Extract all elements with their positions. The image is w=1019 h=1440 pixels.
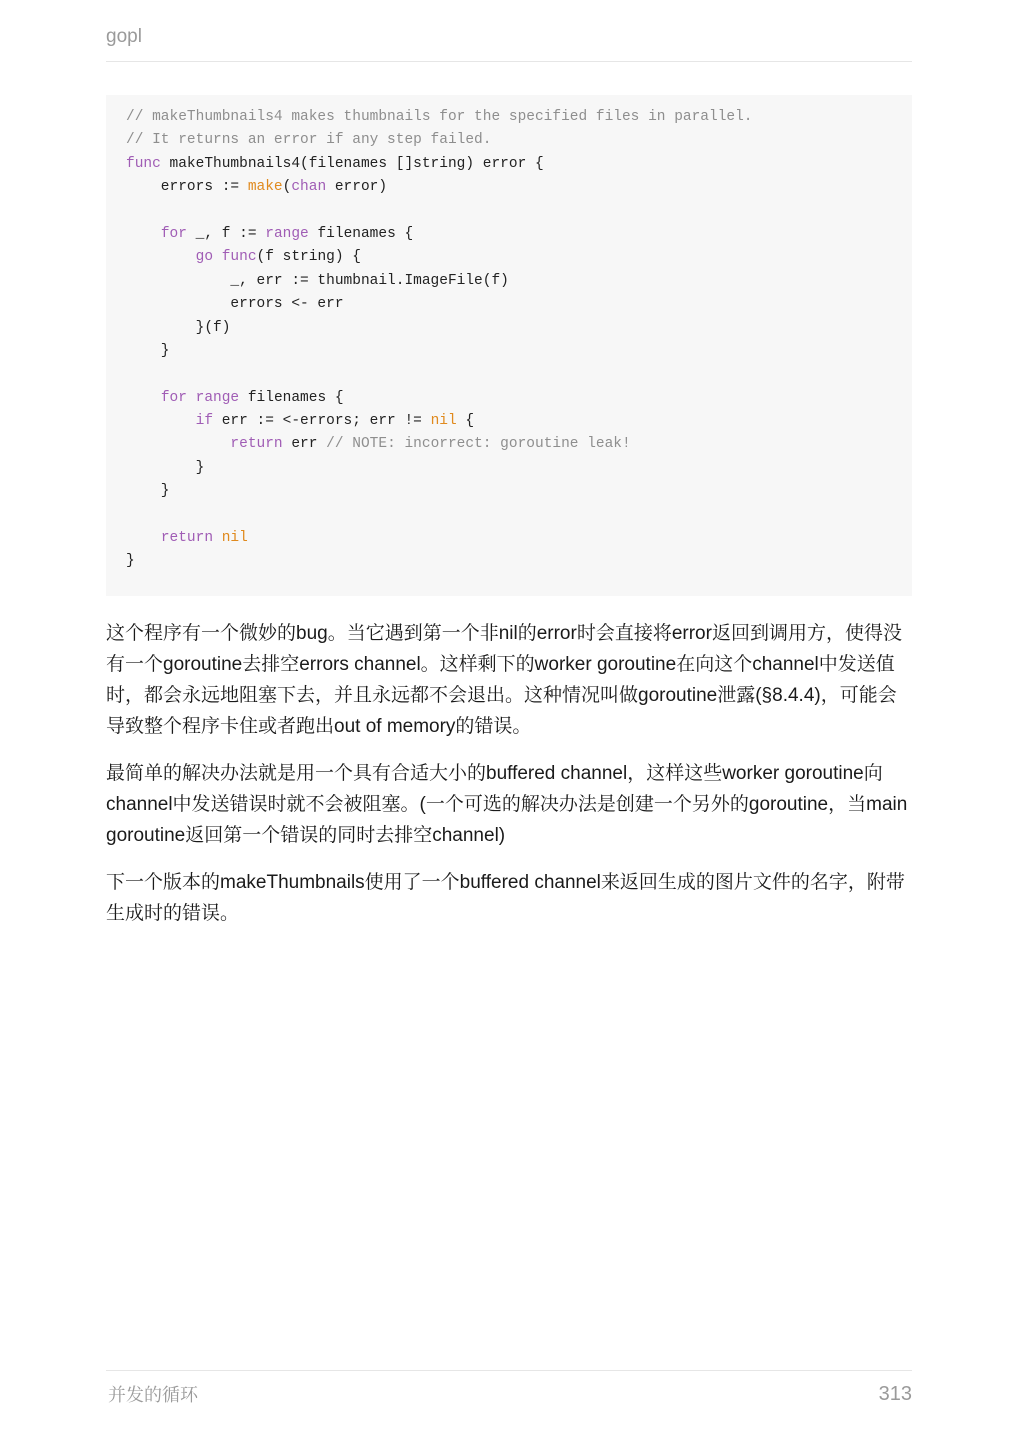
code-line <box>126 457 892 480</box>
code-token-text: err <box>282 436 327 453</box>
code-token-kw: return <box>230 436 283 453</box>
code-line <box>126 340 892 363</box>
code-token-text <box>213 530 222 546</box>
code-token-text: makeThumbnails4(filenames []string) error { <box>160 155 544 172</box>
code-token-kw: for <box>160 389 187 406</box>
code-line <box>126 223 892 246</box>
code-token-kw: range <box>265 225 309 242</box>
code-token-text: } <box>126 459 205 476</box>
section-title: 并发的循环 <box>108 1385 198 1406</box>
code-token-text <box>126 249 196 265</box>
code-token-text: errors <- err <box>126 296 344 313</box>
code-token-text: } <box>126 483 170 500</box>
code-line <box>126 480 892 503</box>
code-token-text: error) <box>326 179 388 196</box>
code-token-text <box>126 390 161 406</box>
code-line <box>126 176 892 199</box>
code-token-kw: return <box>160 530 214 547</box>
code-line <box>126 129 892 152</box>
code-token-kw: chan <box>291 179 327 196</box>
code-token-kw: func <box>221 249 257 266</box>
code-listing <box>126 106 892 574</box>
code-block <box>106 95 912 596</box>
code-token-comment: // It returns an error if any step failed. <box>126 132 492 149</box>
code-line <box>126 246 892 269</box>
code-line <box>126 504 892 527</box>
code-token-kw: go <box>195 249 214 266</box>
code-line <box>126 527 892 550</box>
code-token-text: _, f := <box>186 225 266 242</box>
page-footer <box>106 1370 912 1421</box>
code-line <box>126 200 892 223</box>
code-token-kw: range <box>195 389 240 406</box>
code-token-builtin: make <box>247 179 283 196</box>
code-line <box>126 363 892 386</box>
paragraph-next-version: 下一个版本的makeThumbnails使用了一个buffered channel来返回生成的图片文件的名字，附带生成时的错误。 <box>106 872 905 924</box>
book-title: gopl <box>106 26 142 47</box>
page-number: 313 <box>878 1383 912 1405</box>
code-token-text: ( <box>282 179 292 196</box>
code-token-text <box>187 390 196 406</box>
code-token-text <box>126 436 230 452</box>
code-token-text: err := <-errors; err != <box>213 413 431 430</box>
code-token-comment: // makeThumbnails4 makes thumbnails for the specified files in parallel. <box>126 109 753 125</box>
code-token-text: filenames { <box>239 389 344 406</box>
code-line <box>126 270 892 293</box>
paragraph-buffered-channel-fix: 最简单的解决办法就是用一个具有合适大小的buffered channel，这样这些worker goroutine向channel中发送错误时就不会被阻塞。(一个可选的解决办法是创建一个另外的goroutine，当main goroutine返回第一个错误的同时去排空channel) <box>106 763 908 846</box>
code-token-comment: // NOTE: incorrect: goroutine leak! <box>326 436 631 453</box>
code-line <box>126 433 892 456</box>
body-text <box>106 618 912 945</box>
code-line <box>126 387 892 410</box>
paragraph-goroutine-leak: 这个程序有一个微妙的bug。当它遇到第一个非nil的error时会直接将error返回到调用方，使得没有一个goroutine去排空errors channel。这样剩下的worker goroutine在向这个channel中发送值时，都会永远地阻塞下去，并且永远都不会退出。这种情况叫做goroutine泄露(§8.4.4)，可能会导致整个程序卡住或者跑出out of memory的错误。 <box>106 623 902 737</box>
code-token-text: _, err := thumbnail.ImageFile(f) <box>126 272 509 289</box>
code-token-text: { <box>456 413 475 430</box>
page-header <box>106 24 912 62</box>
code-line <box>126 106 892 129</box>
code-token-kw: func <box>126 155 161 172</box>
code-line <box>126 153 892 176</box>
code-token-builtin: nil <box>221 530 248 547</box>
code-token-text: } <box>126 553 135 570</box>
code-token-text: filenames { <box>308 225 414 242</box>
code-line <box>126 317 892 340</box>
code-token-text: }(f) <box>126 319 231 336</box>
code-token-kw: for <box>160 225 187 242</box>
code-token-text: errors := <box>126 179 248 196</box>
code-token-text <box>126 530 161 546</box>
code-token-text <box>126 413 196 429</box>
code-token-text: } <box>126 342 170 359</box>
code-token-text <box>213 249 222 265</box>
code-token-text <box>126 226 161 242</box>
code-line <box>126 293 892 316</box>
code-token-builtin: nil <box>430 413 457 430</box>
code-line <box>126 410 892 433</box>
code-token-kw: if <box>195 413 214 430</box>
code-line <box>126 550 892 573</box>
code-token-text: (f string) { <box>256 249 361 266</box>
